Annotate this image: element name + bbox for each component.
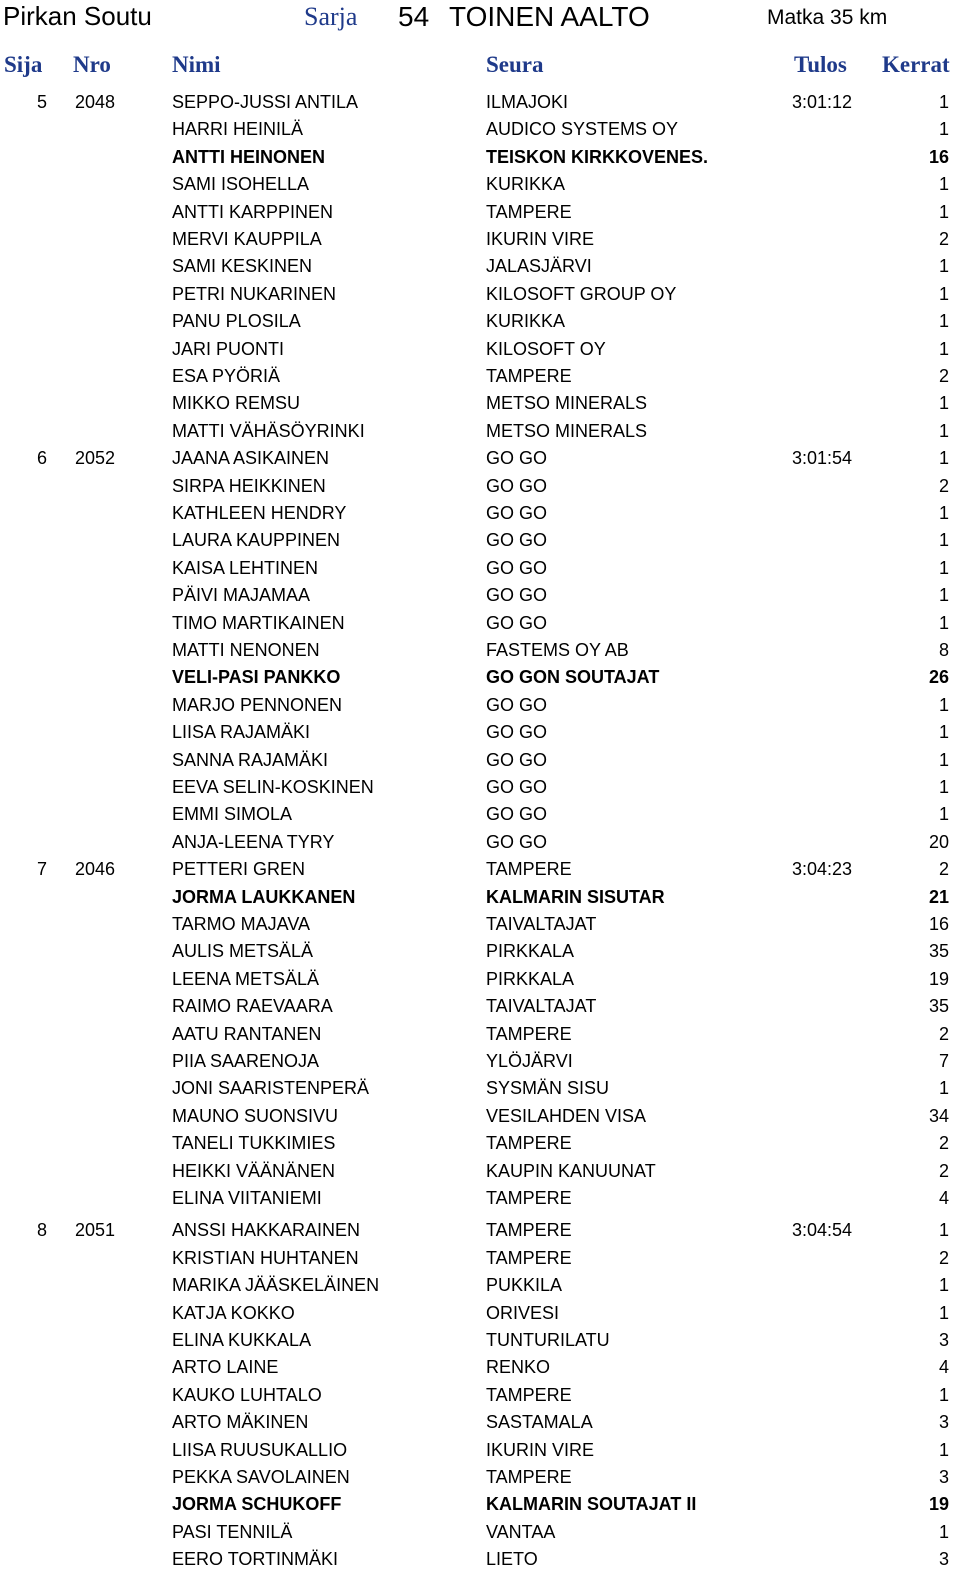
cell-seura: JALASJÄRVI <box>486 256 592 277</box>
cell-kerrat: 19 <box>928 968 949 989</box>
cell-kerrat: 35 <box>928 996 949 1017</box>
cell-kerrat: 20 <box>928 831 949 852</box>
table-row <box>0 802 960 829</box>
cell-tulos: 3:04:54 <box>792 1220 853 1241</box>
table-row <box>0 857 960 884</box>
cell-kerrat: 1 <box>938 1439 949 1460</box>
column-tulos: Tulos <box>794 52 847 77</box>
cell-seura: KALMARIN SISUTAR <box>486 886 665 907</box>
table-row <box>0 830 960 857</box>
table-row <box>0 391 960 418</box>
cell-nimi: SIRPA HEIKKINEN <box>172 475 326 496</box>
cell-kerrat: 1 <box>938 557 949 578</box>
cell-nimi: EERO TORTINMÄKI <box>172 1549 339 1570</box>
cell-seura: TAMPERE <box>486 1467 572 1487</box>
cell-kerrat: 1 <box>938 1275 949 1296</box>
cell-seura: GO GO <box>486 722 548 743</box>
cell-nimi: MERVI KAUPPILA <box>172 229 322 249</box>
cell-kerrat: 1 <box>938 283 949 304</box>
cell-seura: TAMPERE <box>486 366 572 386</box>
cell-kerrat: 1 <box>938 1384 949 1405</box>
cell-seura: GO GO <box>486 804 548 825</box>
cell-nimi: ARTO MÄKINEN <box>172 1412 309 1433</box>
table-row <box>0 1076 960 1103</box>
cell-nimi: LAURA KAUPPINEN <box>172 530 341 551</box>
cell-seura: SASTAMALA <box>486 1412 593 1433</box>
cell-kerrat: 1 <box>938 530 949 551</box>
cell-kerrat: 3 <box>938 1412 949 1433</box>
cell-nimi: PÄIVI MAJAMAA <box>172 585 311 606</box>
table-row <box>0 1104 960 1131</box>
cell-nimi: TIMO MARTIKAINEN <box>172 612 345 633</box>
table-row <box>0 1186 960 1213</box>
cell-kerrat: 1 <box>938 777 949 797</box>
series-label: Sarja <box>304 2 358 31</box>
cell-nimi: ANSSI HAKKARAINEN <box>172 1220 361 1241</box>
table-row <box>0 912 960 939</box>
cell-nimi: VELI-PASI PANKKO <box>172 667 341 688</box>
table-row <box>0 145 960 172</box>
cell-seura: PUKKILA <box>486 1275 563 1296</box>
cell-nimi: JARI PUONTI <box>172 338 285 359</box>
cell-kerrat: 1 <box>938 1302 949 1323</box>
cell-seura: GO GO <box>486 530 548 551</box>
cell-nimi: KRISTIAN HUHTANEN <box>172 1247 359 1268</box>
cell-nimi: ARTO LAINE <box>172 1357 279 1378</box>
table-row <box>0 638 960 665</box>
cell-sija: 6 <box>37 448 48 469</box>
column-kerrat: Kerrat <box>882 52 950 77</box>
cell-kerrat: 1 <box>938 585 949 606</box>
table-row <box>0 583 960 610</box>
column-headers <box>0 52 960 82</box>
cell-kerrat: 1 <box>938 420 949 441</box>
cell-kerrat: 2 <box>938 1133 949 1154</box>
cell-nimi: PASI TENNILÄ <box>172 1521 293 1542</box>
cell-kerrat: 1 <box>938 201 949 222</box>
cell-kerrat: 4 <box>938 1357 949 1378</box>
table-row <box>0 528 960 555</box>
cell-kerrat: 16 <box>928 146 949 167</box>
cell-kerrat: 1 <box>938 92 949 112</box>
table-row <box>0 1355 960 1382</box>
cell-seura: TAMPERE <box>486 859 572 880</box>
cell-seura: TAIVALTAJAT <box>486 996 597 1017</box>
cell-seura: AUDICO SYSTEMS OY <box>486 119 679 140</box>
table-row <box>0 775 960 802</box>
table-row <box>0 1465 960 1492</box>
cell-seura: KILOSOFT GROUP OY <box>486 283 677 304</box>
cell-kerrat: 26 <box>928 667 949 688</box>
cell-kerrat: 3 <box>938 1330 949 1350</box>
cell-kerrat: 19 <box>928 1494 949 1515</box>
cell-seura: KAUPIN KANUUNAT <box>486 1160 656 1181</box>
cell-seura: SYSMÄN SISU <box>486 1078 610 1099</box>
cell-seura: GO GO <box>486 503 548 523</box>
table-row <box>0 309 960 336</box>
cell-nimi: HARRI HEINILÄ <box>172 119 304 140</box>
cell-nimi: PANU PLOSILA <box>172 311 301 332</box>
cell-seura: PIRKKALA <box>486 941 575 962</box>
table-row <box>0 556 960 583</box>
cell-kerrat: 3 <box>938 1549 949 1570</box>
cell-kerrat: 1 <box>938 393 949 414</box>
table-row <box>0 1246 960 1273</box>
cell-seura: IKURIN VIRE <box>486 229 595 249</box>
page-header <box>0 0 960 34</box>
cell-kerrat: 1 <box>938 722 949 743</box>
cell-nimi: ANTTI KARPPINEN <box>172 201 334 222</box>
table-row <box>0 748 960 775</box>
cell-nimi: MATTI VÄHÄSÖYRINKI <box>172 420 365 441</box>
cell-nimi: LIISA RAJAMÄKI <box>172 722 311 743</box>
cell-seura: KURIKKA <box>486 311 566 332</box>
cell-nimi: LEENA METSÄLÄ <box>172 968 320 989</box>
cell-kerrat: 1 <box>938 448 949 469</box>
table-row <box>0 1492 960 1519</box>
cell-seura: VESILAHDEN VISA <box>486 1105 647 1126</box>
cell-kerrat: 7 <box>938 1051 949 1071</box>
cell-kerrat: 35 <box>928 941 949 962</box>
table-row <box>0 665 960 692</box>
cell-kerrat: 34 <box>928 1105 949 1126</box>
cell-kerrat: 2 <box>938 1160 949 1181</box>
table-row <box>0 172 960 199</box>
cell-seura: GO GO <box>486 448 548 469</box>
table-row <box>0 364 960 391</box>
table-row <box>0 939 960 966</box>
cell-kerrat: 1 <box>938 804 949 825</box>
cell-seura: GO GON SOUTAJAT <box>486 667 660 688</box>
cell-kerrat: 1 <box>938 338 949 359</box>
table-row <box>0 611 960 638</box>
table-row <box>0 885 960 912</box>
table-row <box>0 1438 960 1465</box>
cell-tulos: 3:01:54 <box>792 448 853 469</box>
table-row <box>0 1159 960 1186</box>
table-row <box>0 1547 960 1574</box>
cell-sija: 7 <box>37 859 48 880</box>
cell-seura: TUNTURILATU <box>486 1330 610 1350</box>
table-row <box>0 994 960 1021</box>
table-row <box>0 1131 960 1158</box>
table-row <box>0 1022 960 1049</box>
cell-nimi: TARMO MAJAVA <box>172 914 311 934</box>
cell-nimi: JAANA ASIKAINEN <box>172 448 330 469</box>
cell-seura: YLÖJÄRVI <box>486 1051 573 1071</box>
cell-kerrat: 2 <box>938 229 949 249</box>
cell-seura: KILOSOFT OY <box>486 338 606 359</box>
cell-nimi: ESA PYÖRIÄ <box>172 366 281 386</box>
column-sija: Sija <box>4 52 43 77</box>
cell-nimi: JONI SAARISTENPERÄ <box>172 1078 370 1099</box>
cell-kerrat: 1 <box>938 612 949 633</box>
table-row <box>0 90 960 117</box>
table-row <box>0 200 960 227</box>
cell-seura: GO GO <box>486 612 548 633</box>
cell-seura: TAMPERE <box>486 1188 572 1208</box>
table-row <box>0 1520 960 1547</box>
cell-kerrat: 1 <box>938 749 949 770</box>
cell-seura: GO GO <box>486 585 548 606</box>
cell-tulos: 3:01:12 <box>792 92 853 112</box>
cell-kerrat: 1 <box>938 311 949 332</box>
cell-seura: IKURIN VIRE <box>486 1439 595 1460</box>
cell-seura: TAMPERE <box>486 201 572 222</box>
cell-kerrat: 1 <box>938 256 949 277</box>
table-row <box>0 254 960 281</box>
cell-kerrat: 1 <box>938 174 949 195</box>
cell-kerrat: 4 <box>938 1188 949 1208</box>
cell-nro: 2052 <box>75 448 116 469</box>
table-row <box>0 446 960 473</box>
column-seura: Seura <box>486 52 544 77</box>
table-row <box>0 967 960 994</box>
table-row <box>0 227 960 254</box>
cell-seura: GO GO <box>486 777 548 797</box>
cell-seura: TAMPERE <box>486 1133 572 1154</box>
table-row <box>0 282 960 309</box>
cell-nimi: RAIMO RAEVAARA <box>172 996 333 1017</box>
cell-nimi: TANELI TUKKIMIES <box>172 1133 336 1154</box>
cell-seura: ORIVESI <box>486 1302 560 1323</box>
cell-kerrat: 1 <box>938 694 949 715</box>
cell-seura: GO GO <box>486 831 548 852</box>
cell-kerrat: 21 <box>928 886 949 907</box>
cell-kerrat: 2 <box>938 1247 949 1268</box>
table-row <box>0 1301 960 1328</box>
cell-seura: FASTEMS OY AB <box>486 640 629 660</box>
cell-nimi: SANNA RAJAMÄKI <box>172 749 329 770</box>
cell-nimi: JORMA SCHUKOFF <box>172 1494 342 1515</box>
cell-nimi: ELINA KUKKALA <box>172 1330 312 1350</box>
cell-nimi: SEPPO-JUSSI ANTILA <box>172 92 359 112</box>
cell-nimi: KATJA KOKKO <box>172 1302 295 1323</box>
cell-seura: GO GO <box>486 557 548 578</box>
column-nro: Nro <box>73 52 111 77</box>
cell-seura: LIETO <box>486 1549 538 1570</box>
cell-sija: 8 <box>37 1220 48 1241</box>
cell-nimi: KAUKO LUHTALO <box>172 1384 322 1405</box>
table-row <box>0 1328 960 1355</box>
cell-nimi: SAMI KESKINEN <box>172 256 313 277</box>
cell-kerrat: 2 <box>938 859 949 880</box>
cell-seura: KALMARIN SOUTAJAT II <box>486 1494 697 1515</box>
cell-seura: METSO MINERALS <box>486 420 648 441</box>
table-row <box>0 1383 960 1410</box>
table-row <box>0 1218 960 1245</box>
cell-seura: TAMPERE <box>486 1384 572 1405</box>
table-row <box>0 117 960 144</box>
cell-kerrat: 3 <box>938 1467 949 1487</box>
cell-nimi: ELINA VIITANIEMI <box>172 1188 322 1208</box>
cell-nimi: AATU RANTANEN <box>172 1023 322 1044</box>
table-row <box>0 1049 960 1076</box>
cell-seura: ILMAJOKI <box>486 92 569 112</box>
cell-seura: GO GO <box>486 694 548 715</box>
cell-kerrat: 8 <box>938 640 949 660</box>
table-row <box>0 693 960 720</box>
cell-kerrat: 2 <box>938 366 949 386</box>
cell-sija: 5 <box>37 92 48 112</box>
cell-seura: TAMPERE <box>486 1023 572 1044</box>
cell-seura: TAMPERE <box>486 1247 572 1268</box>
cell-nimi: PIIA SAARENOJA <box>172 1051 320 1071</box>
table-row <box>0 720 960 747</box>
cell-nimi: HEIKKI VÄÄNÄNEN <box>172 1160 336 1181</box>
cell-nro: 2048 <box>75 92 116 112</box>
cell-kerrat: 1 <box>938 119 949 140</box>
table-row <box>0 474 960 501</box>
column-nimi: Nimi <box>172 52 221 77</box>
cell-nimi: PETRI NUKARINEN <box>172 283 337 304</box>
cell-seura: GO GO <box>486 749 548 770</box>
cell-seura: PIRKKALA <box>486 968 575 989</box>
cell-kerrat: 2 <box>938 1023 949 1044</box>
series-number: 54 <box>398 1 430 32</box>
cell-nimi: LIISA RUUSUKALLIO <box>172 1439 348 1460</box>
cell-nimi: JORMA LAUKKANEN <box>172 886 356 907</box>
cell-kerrat: 16 <box>928 914 949 934</box>
cell-seura: TEISKON KIRKKOVENES. <box>486 146 709 167</box>
cell-nimi: MIKKO REMSU <box>172 393 301 414</box>
cell-nimi: PETTERI GREN <box>172 859 306 880</box>
cell-kerrat: 1 <box>938 1220 949 1241</box>
cell-kerrat: 1 <box>938 1078 949 1099</box>
table-row <box>0 501 960 528</box>
series-name: TOINEN AALTO <box>449 1 650 32</box>
cell-nimi: KATHLEEN HENDRY <box>172 503 347 523</box>
cell-nimi: ANTTI HEINONEN <box>172 146 325 167</box>
table-row <box>0 1410 960 1437</box>
cell-nimi: MATTI NENONEN <box>172 640 320 660</box>
cell-nimi: EMMI SIMOLA <box>172 804 293 825</box>
cell-seura: GO GO <box>486 475 548 496</box>
cell-nimi: SAMI ISOHELLA <box>172 174 310 195</box>
cell-seura: VANTAA <box>486 1521 556 1542</box>
cell-nimi: KAISA LEHTINEN <box>172 557 319 578</box>
table-row <box>0 419 960 446</box>
cell-seura: METSO MINERALS <box>486 393 648 414</box>
cell-seura: KURIKKA <box>486 174 566 195</box>
cell-nimi: MARJO PENNONEN <box>172 694 343 715</box>
cell-nro: 2046 <box>75 859 116 880</box>
table-row <box>0 337 960 364</box>
event-title: Pirkan Soutu <box>3 1 152 31</box>
cell-nimi: AULIS METSÄLÄ <box>172 941 314 962</box>
cell-kerrat: 2 <box>938 475 949 496</box>
cell-nimi: MAUNO SUONSIVU <box>172 1105 339 1126</box>
cell-kerrat: 1 <box>938 503 949 523</box>
table-row <box>0 1273 960 1300</box>
distance: Matka 35 km <box>767 6 888 29</box>
cell-nro: 2051 <box>75 1220 116 1241</box>
cell-nimi: EEVA SELIN-KOSKINEN <box>172 777 374 797</box>
cell-nimi: PEKKA SAVOLAINEN <box>172 1467 350 1487</box>
cell-seura: TAMPERE <box>486 1220 572 1241</box>
cell-seura: RENKO <box>486 1357 551 1378</box>
cell-kerrat: 1 <box>938 1521 949 1542</box>
cell-tulos: 3:04:23 <box>792 859 853 880</box>
cell-nimi: MARIKA JÄÄSKELÄINEN <box>172 1275 380 1296</box>
cell-seura: TAIVALTAJAT <box>486 914 597 934</box>
cell-nimi: ANJA-LEENA TYRY <box>172 831 335 852</box>
